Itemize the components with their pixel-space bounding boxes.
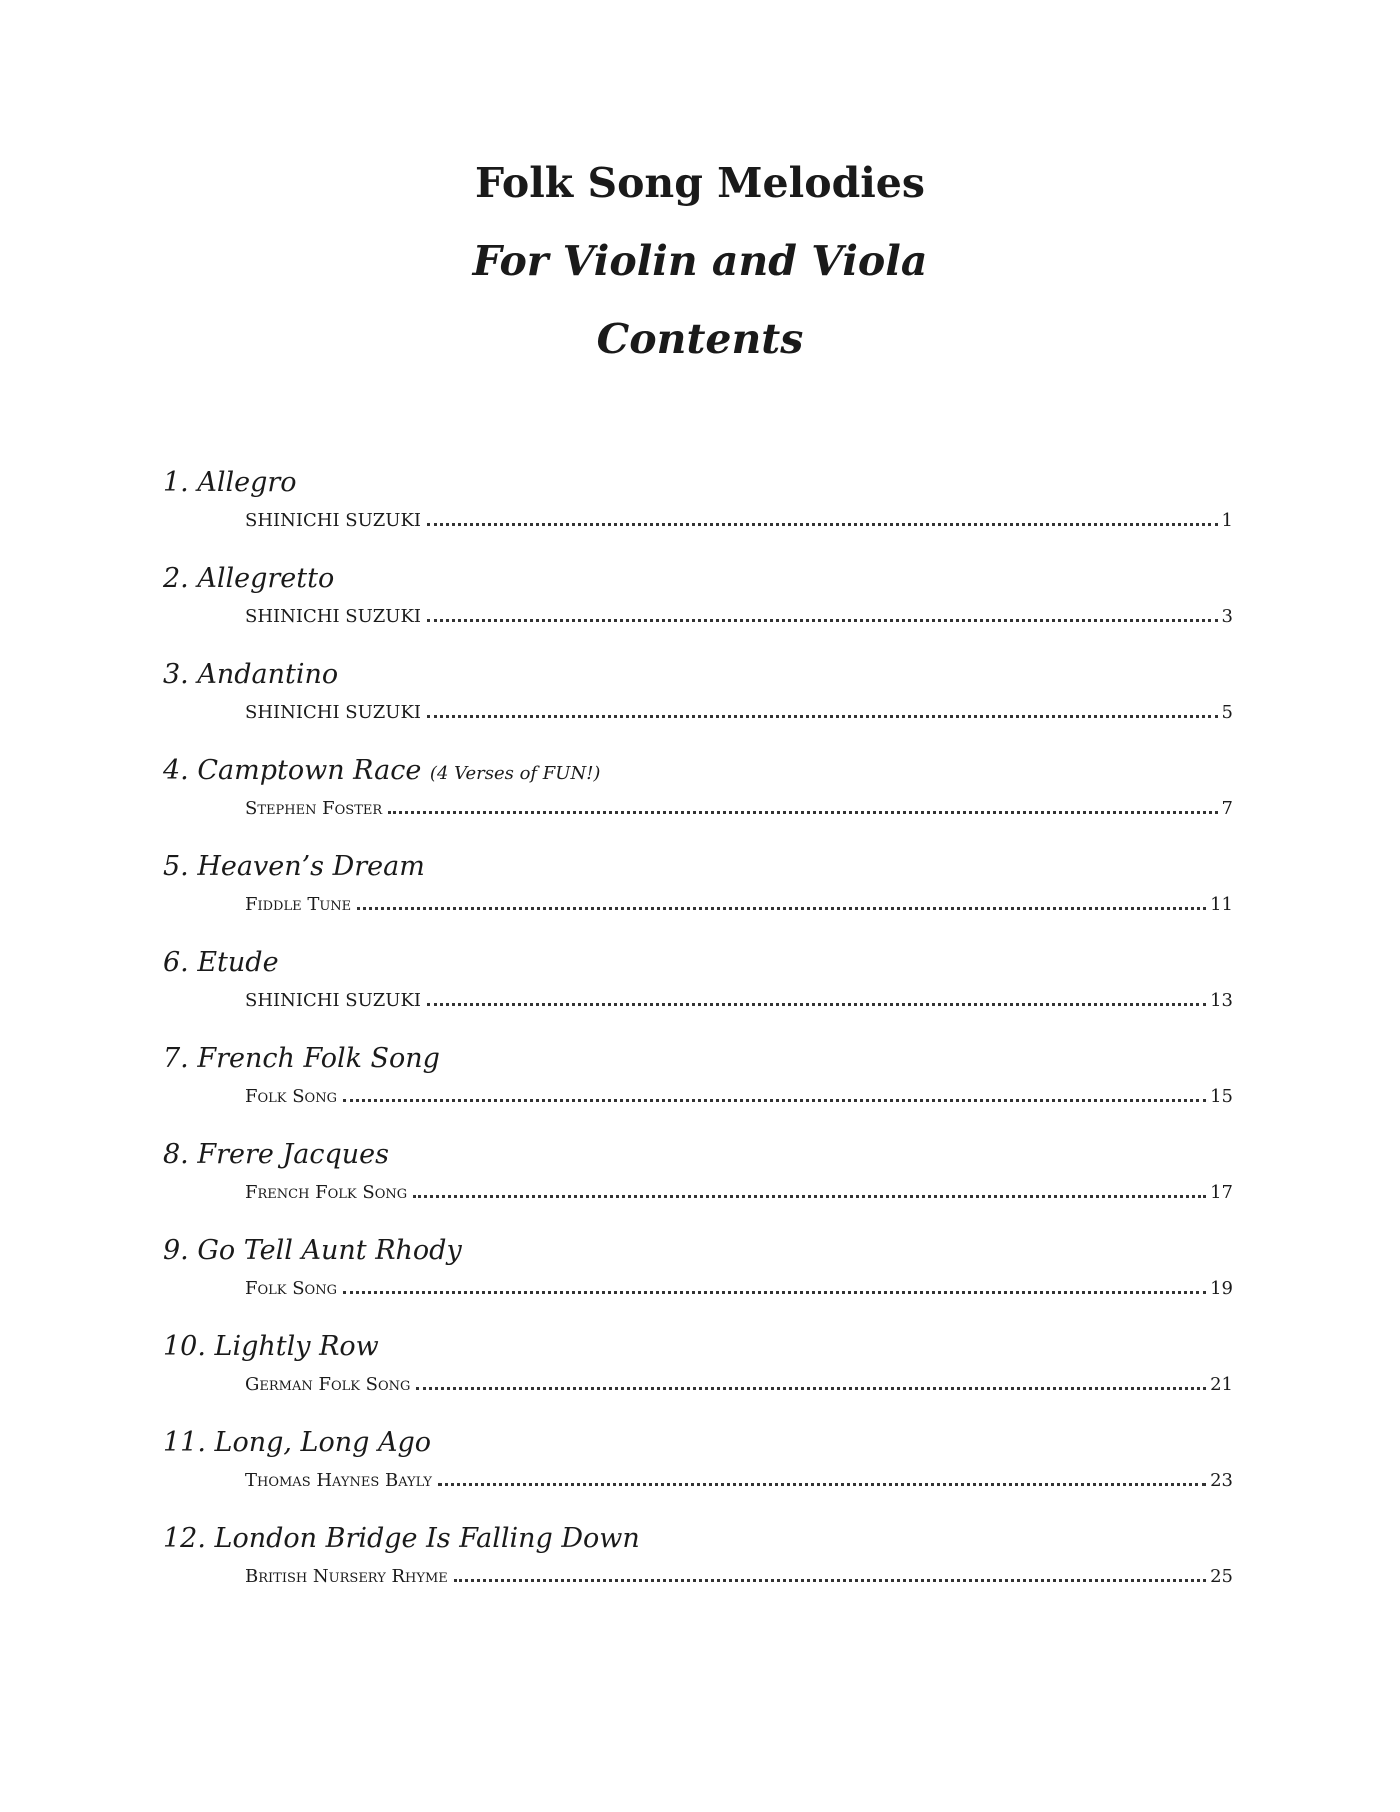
- toc-entry-composer: British Nursery Rhyme: [245, 1566, 448, 1587]
- toc-entry-line: [245, 508, 1233, 534]
- dot-leader: [416, 1385, 1206, 1390]
- toc-entry-page: 3: [1221, 606, 1233, 627]
- toc-entry: [163, 1330, 1233, 1426]
- toc-entry-composer: Stephen Foster: [245, 798, 383, 819]
- dot-leader: [343, 1097, 1206, 1102]
- toc-entry-page: 21: [1210, 1374, 1233, 1395]
- dot-leader: [413, 1193, 1206, 1198]
- toc-entry-title: 5. Heaven’s Dream: [163, 851, 425, 882]
- toc-entry: [163, 562, 1233, 658]
- dot-leader: [343, 1289, 1206, 1294]
- toc-entry-title: 1. Allegro: [163, 467, 297, 498]
- toc-entry-line: [245, 700, 1233, 726]
- dot-leader: [388, 809, 1217, 814]
- toc-entry-title: 11. Long, Long Ago: [163, 1427, 432, 1458]
- toc-entry-composer: Folk Song: [245, 1086, 337, 1107]
- toc-entry-composer: SHINICHI SUZUKI: [245, 606, 422, 627]
- toc-entry-title: 3. Andantino: [163, 659, 339, 690]
- toc-entry-page: 7: [1221, 798, 1233, 819]
- document-subtitle: For Violin and Viola: [472, 237, 928, 285]
- toc-entry-composer: SHINICHI SUZUKI: [245, 510, 422, 531]
- dot-leader: [427, 521, 1218, 526]
- table-of-contents: [163, 466, 1233, 1618]
- toc-entry: [163, 1042, 1233, 1138]
- dot-leader: [427, 617, 1218, 622]
- toc-entry-line: [245, 1372, 1233, 1398]
- toc-entry-composer: SHINICHI SUZUKI: [245, 990, 422, 1011]
- toc-entry-line: [245, 1276, 1233, 1302]
- toc-entry-line: [245, 892, 1233, 918]
- toc-entry-title: 7. French Folk Song: [163, 1043, 440, 1074]
- toc-entry: [163, 754, 1233, 850]
- dot-leader: [427, 713, 1218, 718]
- toc-entry-page: 25: [1210, 1566, 1233, 1587]
- toc-entry-line: [245, 1468, 1233, 1494]
- toc-entry-title: 2. Allegretto: [163, 563, 335, 594]
- toc-entry-page: 1: [1221, 510, 1233, 531]
- dot-leader: [438, 1481, 1206, 1486]
- toc-entry-line: [245, 1180, 1233, 1206]
- toc-entry: [163, 1138, 1233, 1234]
- toc-entry-page: 13: [1210, 990, 1233, 1011]
- toc-entry: [163, 1234, 1233, 1330]
- toc-entry-page: 11: [1210, 894, 1233, 915]
- toc-entry-title: 12. London Bridge Is Falling Down: [163, 1523, 640, 1554]
- toc-entry-composer: Fiddle Tune: [245, 894, 352, 915]
- toc-entry-page: 15: [1210, 1086, 1233, 1107]
- dot-leader: [454, 1577, 1206, 1582]
- toc-entry-composer: French Folk Song: [245, 1182, 408, 1203]
- dot-leader: [427, 1001, 1206, 1006]
- contents-heading: Contents: [596, 315, 804, 363]
- toc-entry: [163, 1522, 1233, 1618]
- toc-entry-title: 10. Lightly Row: [163, 1331, 379, 1362]
- toc-entry-title: 4. Camptown Race (4 Verses of FUN!): [163, 755, 601, 786]
- toc-entry-composer: Folk Song: [245, 1278, 337, 1299]
- toc-entry-title: 6. Etude: [163, 947, 279, 978]
- toc-entry-note: (4 Verses of FUN!): [429, 763, 601, 784]
- toc-entry-composer: German Folk Song: [245, 1374, 411, 1395]
- toc-entry-page: 19: [1210, 1278, 1233, 1299]
- toc-entry-title: 8. Frere Jacques: [163, 1139, 389, 1170]
- toc-entry-line: [245, 1084, 1233, 1110]
- toc-entry: [163, 466, 1233, 562]
- toc-entry-composer: Thomas Haynes Bayly: [245, 1470, 433, 1491]
- toc-entry: [163, 946, 1233, 1042]
- toc-entry-line: [245, 988, 1233, 1014]
- toc-entry-title: 9. Go Tell Aunt Rhody: [163, 1235, 462, 1266]
- toc-entry: [163, 658, 1233, 754]
- toc-entry-composer: SHINICHI SUZUKI: [245, 702, 422, 723]
- toc-entry-page: 23: [1210, 1470, 1233, 1491]
- toc-entry-line: [245, 604, 1233, 630]
- dot-leader: [357, 905, 1206, 910]
- toc-entry: [163, 1426, 1233, 1522]
- toc-entry: [163, 850, 1233, 946]
- toc-entry-page: 5: [1221, 702, 1233, 723]
- document-title: Folk Song Melodies: [475, 159, 925, 207]
- toc-entry-line: [245, 1564, 1233, 1590]
- toc-entry-page: 17: [1210, 1182, 1233, 1203]
- toc-entry-line: [245, 796, 1233, 822]
